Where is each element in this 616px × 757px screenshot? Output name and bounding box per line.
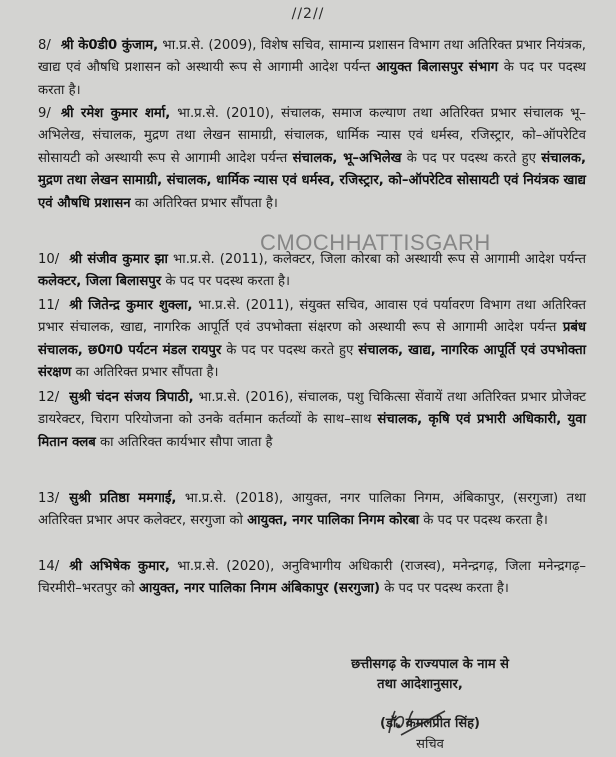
bold-text: आयुक्त, नगर पालिका निगम कोरबा bbox=[247, 513, 420, 529]
bold-text: सुश्री चंदन संजय त्रिपाठी, bbox=[69, 390, 194, 405]
item-number: 9/ bbox=[38, 106, 51, 121]
item-number: 14/ bbox=[38, 559, 60, 574]
item-number: 8/ bbox=[38, 38, 51, 53]
bold-text: श्री जितेन्द्र कुमार शुक्ला, bbox=[69, 298, 193, 313]
signature-line-1: छत्तीसगढ़ के राज्यपाल के नाम से bbox=[351, 657, 509, 672]
bold-text: श्री संजीव कुमार झा bbox=[69, 252, 168, 267]
signature-block bbox=[320, 655, 540, 695]
bold-text: प्रबंध संचालक, छ0ग0 पर्यटन मंडल रायपुर bbox=[38, 320, 586, 358]
body-text: के पद पर पदस्थ करते हुए bbox=[401, 150, 542, 166]
body-text: भा.प्र.से. (2009), विशेष सचिव, सामान्य प्रशासन विभाग तथा अतिरिक्त प्रभार नियंत्रक, खाद्य एवं औषधि प्रशासन को अस्थायी रूप से आगामी आदेश पर्यन्त bbox=[38, 38, 586, 76]
body-text: के पद पर पदस्थ करता है। bbox=[161, 274, 291, 290]
watermark: CMOCHHATTISGARH bbox=[260, 230, 491, 255]
signatory-title: सचिव bbox=[416, 737, 444, 752]
bold-text: आयुक्त बिलासपुर संभाग bbox=[376, 60, 499, 76]
item-number: 11/ bbox=[38, 298, 60, 313]
body-text: भा.प्र.से. (2018), आयुक्त, नगर पालिका निगम, अंबिकापुर, (सरगुजा) तथा अतिरिक्त प्रभार अपर कलेक्टर, सरगुजा को bbox=[38, 491, 586, 529]
body-text: भा.प्र.से. (2016), संचालक, पशु चिकित्सा सेंवायें तथा अतिरिक्त प्रभार प्रोजेक्ट डायरेक्टर, चिराग परियोजना को उनके वर्तमान कर्तव्यों के साथ–साथ bbox=[38, 390, 586, 428]
bold-text: संचालक, खाद्य, नागरिक आपूर्ति एवं उपभोक्ता संरक्षण bbox=[38, 342, 586, 381]
item-number: 10/ bbox=[38, 252, 60, 267]
bold-text: श्री रमेश कुमार शर्मा, bbox=[60, 106, 171, 121]
bold-text: श्री के0डी0 कुंजाम, bbox=[60, 38, 159, 53]
bold-text: सुश्री प्रतिष्ठा ममगाई, bbox=[69, 491, 177, 506]
body-text: भा.प्र.से. (2010), संचालक, समाज कल्याण तथा अतिरिक्त प्रभार संचालक भू–अभिलेख, संचालक, मुद्रण तथा लेखन सामाग्री, संचालक, धार्मिक न्यास एवं धर्मस्व, रजिस्ट्रार, को–ऑपरेटिव सोसायटी को अस्थायी रूप से आगामी आदेश पर्यन्त bbox=[38, 106, 587, 166]
bold-text: आयुक्त, नगर पालिका निगम अंबिकापुर (सरगुजा) bbox=[138, 581, 380, 597]
order-item-13 bbox=[38, 488, 586, 533]
body-text: के पद पर पदस्थ करता है। bbox=[38, 60, 586, 98]
body-text: भा.प्र.से. (2011), संयुक्त सचिव, आवास एवं पर्यावरण विभाग तथा अतिरिक्त प्रभार संचालक, खाद्य, नागरिक आपूर्ति एवं उपभोक्ता संक्षरण को अस्थायी रूप से आगामी आदेश पर्यन्त bbox=[38, 298, 586, 336]
bold-text: कलेक्टर, जिला बिलासपुर bbox=[38, 274, 162, 290]
body-text: के पद पर पदस्थ करता है। bbox=[419, 513, 548, 529]
order-item-8 bbox=[38, 35, 586, 102]
body-text: का अतिरिक्त प्रभार सौंपता है। bbox=[71, 365, 219, 381]
page-number: //2// bbox=[291, 6, 325, 22]
item-number: 13/ bbox=[38, 491, 60, 506]
bold-text: संचालक, मुद्रण तथा लेखन सामाग्री, संचालक, धार्मिक न्यास एवं धर्मस्व, रजिस्ट्रार, को–ऑपरेटिव सोसायटी एवं नियंत्रक खाद्य एवं औषधि प्रशासन bbox=[38, 150, 587, 211]
body-text: भा.प्र.से. (2011), कलेक्टर, जिला कोरबा को अस्थायी रूप से आगामी आदेश पर्यन्त bbox=[167, 252, 587, 267]
body-text: का अतिरिक्त प्रभार सौंपता है। bbox=[130, 195, 278, 211]
bold-text: संचालक, भू–अभिलेख bbox=[292, 150, 402, 166]
body-text: का अतिरिक्त कार्यभार सौपा जाता है bbox=[95, 434, 273, 450]
body-text: के पद पर पदस्थ करते हुए bbox=[221, 342, 359, 358]
order-item-12 bbox=[38, 387, 586, 454]
body-text: भा.प्र.से. (2020), अनुविभागीय अधिकारी (राजस्व), मनेन्द्रगढ़, जिला मनेन्द्रगढ़–चिरमीरी–भरतपुर को bbox=[38, 559, 586, 597]
order-item-14 bbox=[38, 556, 586, 601]
signature-line-2: तथा आदेशानुसार, bbox=[377, 677, 463, 692]
order-item-9 bbox=[38, 103, 586, 215]
body-text: के पद पर पदस्थ करता है। bbox=[380, 581, 509, 597]
signatory-name: (डॉ. कमलप्रीत सिंह) bbox=[380, 716, 480, 731]
bold-text: श्री अभिषेक कुमार, bbox=[69, 559, 170, 574]
order-item-11 bbox=[38, 295, 586, 385]
item-number: 12/ bbox=[38, 390, 60, 405]
bold-text: संचालक, कृषि एवं प्रभारी अधिकारी, युवा मितान क्लब bbox=[38, 412, 586, 450]
